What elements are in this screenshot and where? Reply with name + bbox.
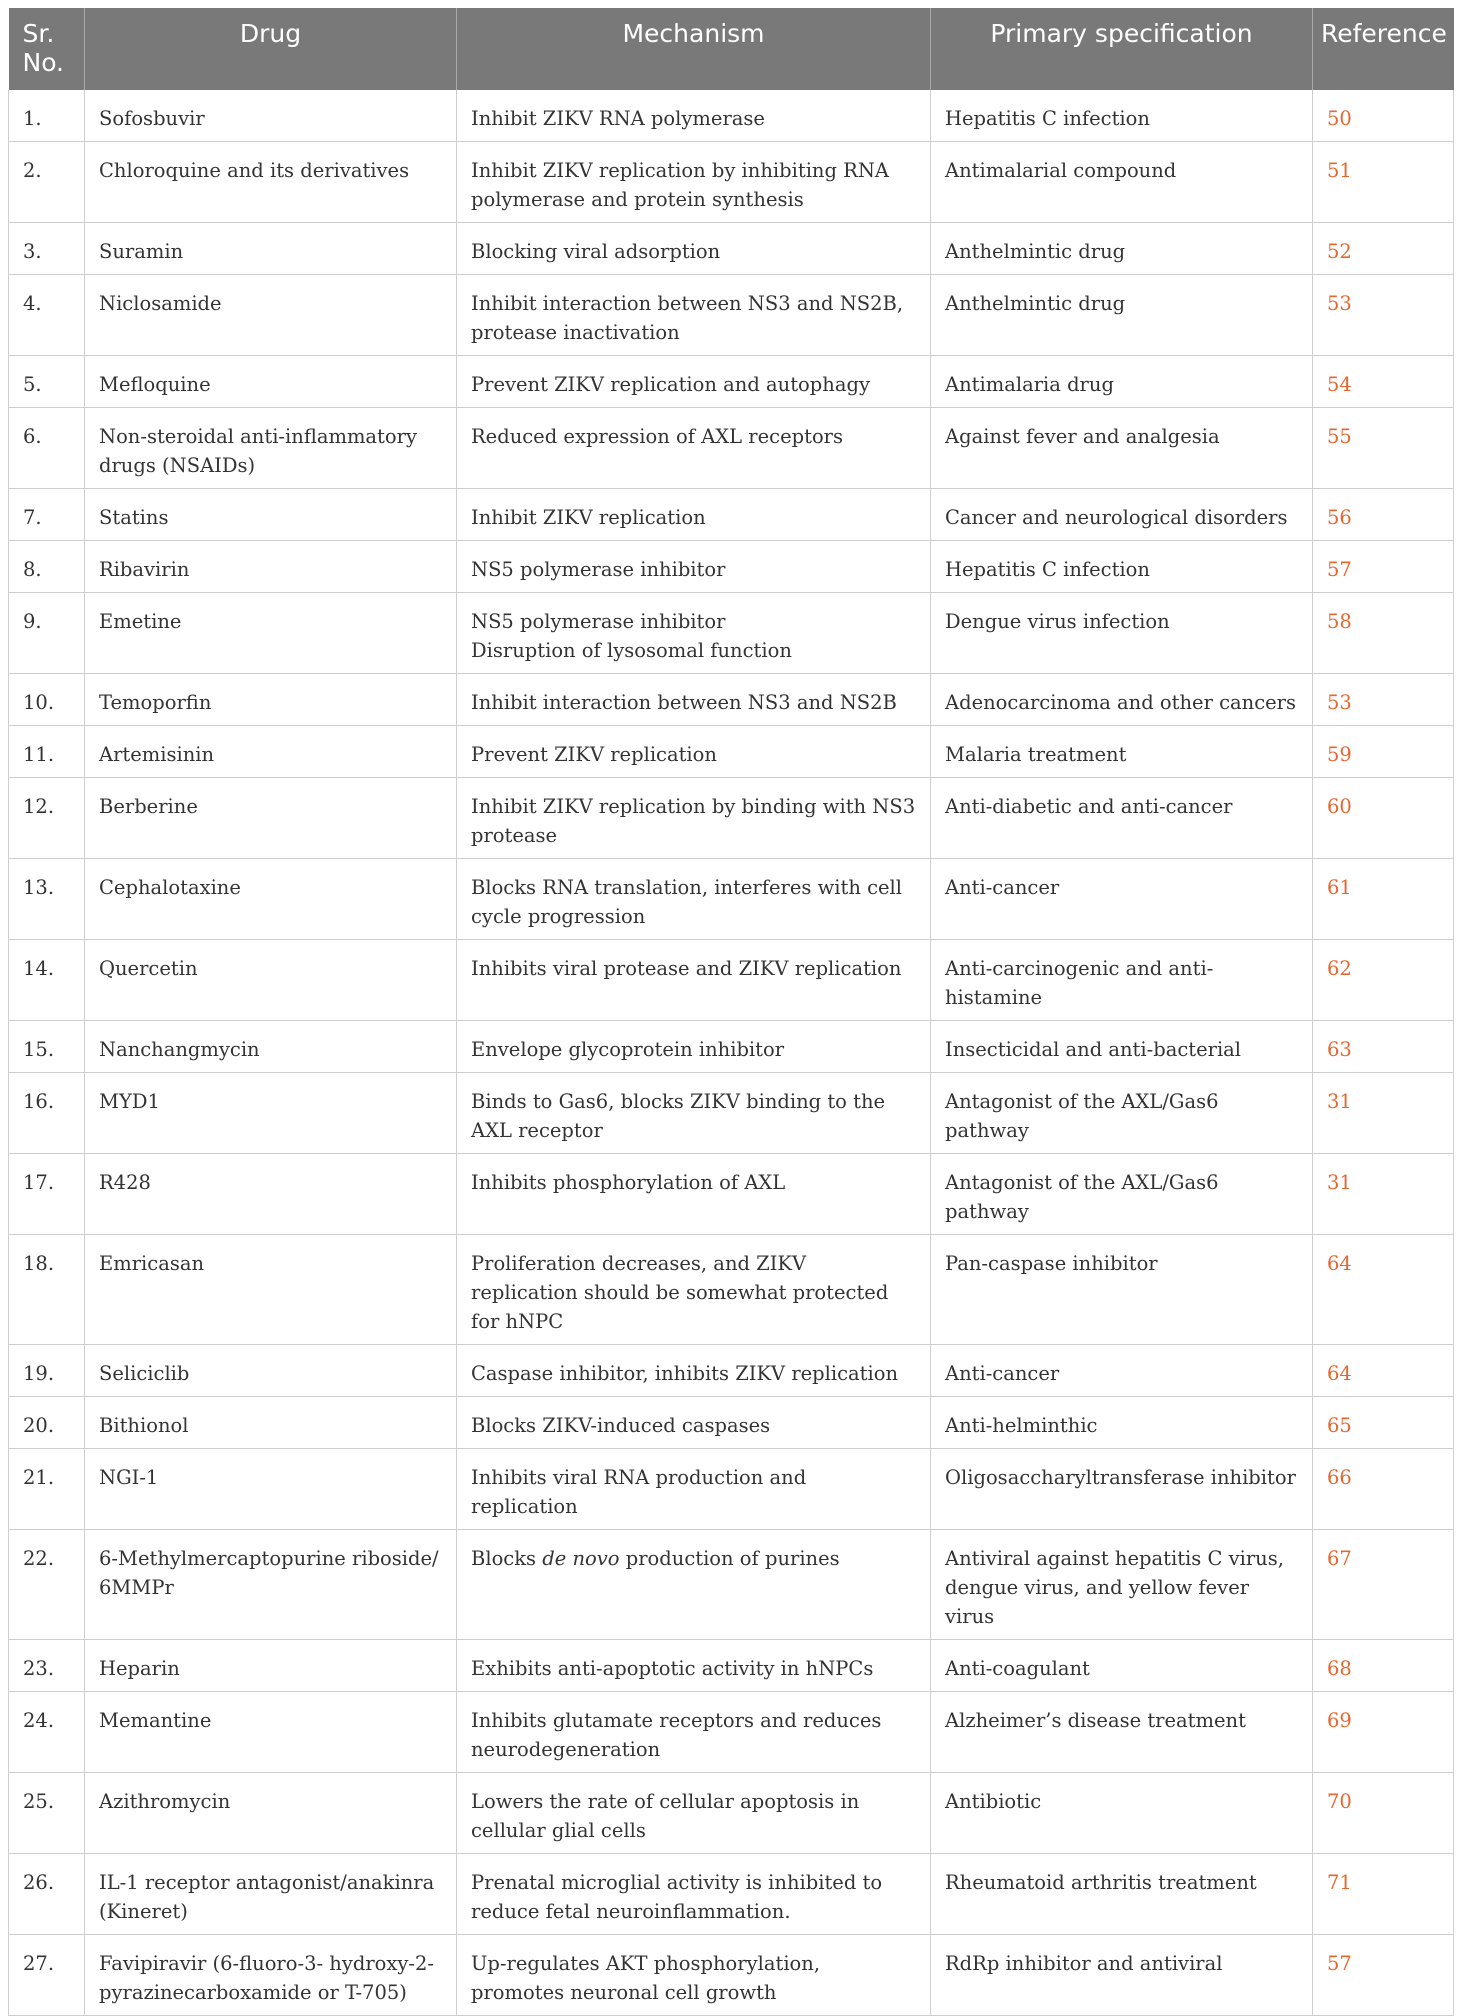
table-row <box>9 1021 1454 1073</box>
table-row <box>9 593 1454 674</box>
cell-mechanism: Blocks RNA translation, interferes with cell cycle progression <box>457 859 931 940</box>
reference-link[interactable]: 64 <box>1313 1235 1454 1345</box>
cell-drug: Memantine <box>85 1692 457 1773</box>
cell-primary-specification: Anti-cancer <box>931 859 1313 940</box>
reference-link[interactable]: 59 <box>1313 726 1454 778</box>
mechanism-italic-text: de novo <box>542 1547 620 1570</box>
cell-drug: Ribavirin <box>85 541 457 593</box>
cell-drug: Mefloquine <box>85 356 457 408</box>
cell-sr-no: 15. <box>9 1021 85 1073</box>
column-header-reference: Reference <box>1313 8 1454 90</box>
reference-link[interactable]: 53 <box>1313 674 1454 726</box>
cell-sr-no: 25. <box>9 1773 85 1854</box>
cell-primary-specification: Antibiotic <box>931 1773 1313 1854</box>
cell-sr-no: 22. <box>9 1530 85 1640</box>
table-row <box>9 1345 1454 1397</box>
cell-mechanism: Reduced expression of AXL receptors <box>457 408 931 489</box>
cell-drug: NGI-1 <box>85 1449 457 1530</box>
cell-primary-specification: Hepatitis C infection <box>931 541 1313 593</box>
cell-drug: Suramin <box>85 223 457 275</box>
table-row <box>9 1154 1454 1235</box>
cell-mechanism: Caspase inhibitor, inhibits ZIKV replication <box>457 1345 931 1397</box>
cell-mechanism: Exhibits anti-apoptotic activity in hNPCs <box>457 1640 931 1692</box>
reference-link[interactable]: 54 <box>1313 356 1454 408</box>
cell-drug: Emetine <box>85 593 457 674</box>
reference-link[interactable]: 58 <box>1313 593 1454 674</box>
cell-primary-specification: Adenocarcinoma and other cancers <box>931 674 1313 726</box>
cell-primary-specification: Anti-cancer <box>931 1345 1313 1397</box>
cell-primary-specification: Anthelmintic drug <box>931 275 1313 356</box>
cell-primary-specification: Anti-carcinogenic and anti-histamine <box>931 940 1313 1021</box>
cell-primary-specification: RdRp inhibitor and antiviral <box>931 1935 1313 2016</box>
cell-sr-no: 10. <box>9 674 85 726</box>
cell-mechanism: Inhibit interaction between NS3 and NS2B <box>457 674 931 726</box>
cell-drug: Favipiravir (6-fluoro-3- hydroxy-2-pyrazinecarboxamide or T-705) <box>85 1935 457 2016</box>
mechanism-text: Blocks <box>471 1547 543 1570</box>
cell-primary-specification: Anthelmintic drug <box>931 223 1313 275</box>
table-row <box>9 1530 1454 1640</box>
table-row <box>9 1773 1454 1854</box>
cell-drug: Seliciclib <box>85 1345 457 1397</box>
table-row <box>9 940 1454 1021</box>
table-row <box>9 223 1454 275</box>
mechanism-text: production of purines <box>619 1547 840 1570</box>
reference-link[interactable]: 61 <box>1313 859 1454 940</box>
reference-link[interactable]: 57 <box>1313 541 1454 593</box>
cell-drug: 6-Methylmercaptopurine riboside/ 6MMPr <box>85 1530 457 1640</box>
cell-primary-specification: Anti-helminthic <box>931 1397 1313 1449</box>
cell-primary-specification: Against fever and analgesia <box>931 408 1313 489</box>
table-row <box>9 859 1454 940</box>
table-row <box>9 356 1454 408</box>
cell-drug: Azithromycin <box>85 1773 457 1854</box>
cell-sr-no: 4. <box>9 275 85 356</box>
table-row <box>9 1449 1454 1530</box>
reference-link[interactable]: 71 <box>1313 1854 1454 1935</box>
cell-sr-no: 12. <box>9 778 85 859</box>
cell-drug: Niclosamide <box>85 275 457 356</box>
cell-sr-no: 23. <box>9 1640 85 1692</box>
cell-sr-no: 19. <box>9 1345 85 1397</box>
reference-link[interactable]: 70 <box>1313 1773 1454 1854</box>
cell-mechanism: Inhibits viral protease and ZIKV replication <box>457 940 931 1021</box>
cell-primary-specification: Malaria treatment <box>931 726 1313 778</box>
cell-drug: MYD1 <box>85 1073 457 1154</box>
cell-primary-specification: Antiviral against hepatitis C virus, dengue virus, and yellow fever virus <box>931 1530 1313 1640</box>
reference-link[interactable]: 31 <box>1313 1073 1454 1154</box>
cell-mechanism: Proliferation decreases, and ZIKV replication should be somewhat protected for hNPC <box>457 1235 931 1345</box>
reference-link[interactable]: 62 <box>1313 940 1454 1021</box>
cell-mechanism: Inhibits glutamate receptors and reduces neurodegeneration <box>457 1692 931 1773</box>
mechanism-line: Disruption of lysosomal function <box>471 639 792 662</box>
cell-drug: Sofosbuvir <box>85 90 457 142</box>
column-header-drug: Drug <box>85 8 457 90</box>
cell-mechanism: Prenatal microglial activity is inhibited to reduce fetal neuroinflammation. <box>457 1854 931 1935</box>
reference-link[interactable]: 51 <box>1313 142 1454 223</box>
cell-mechanism <box>457 1530 931 1640</box>
cell-mechanism: Binds to Gas6, blocks ZIKV binding to the AXL receptor <box>457 1073 931 1154</box>
cell-primary-specification: Hepatitis C infection <box>931 90 1313 142</box>
table-row <box>9 1692 1454 1773</box>
cell-mechanism: Blocking viral adsorption <box>457 223 931 275</box>
cell-primary-specification: Oligosaccharyltransferase inhibitor <box>931 1449 1313 1530</box>
reference-link[interactable]: 50 <box>1313 90 1454 142</box>
cell-mechanism: Prevent ZIKV replication and autophagy <box>457 356 931 408</box>
cell-mechanism: Inhibit interaction between NS3 and NS2B, protease inactivation <box>457 275 931 356</box>
reference-link[interactable]: 60 <box>1313 778 1454 859</box>
reference-link[interactable]: 52 <box>1313 223 1454 275</box>
cell-sr-no: 20. <box>9 1397 85 1449</box>
reference-link[interactable]: 67 <box>1313 1530 1454 1640</box>
table-row <box>9 726 1454 778</box>
reference-link[interactable]: 64 <box>1313 1345 1454 1397</box>
cell-drug: Emricasan <box>85 1235 457 1345</box>
cell-mechanism: Blocks ZIKV-induced caspases <box>457 1397 931 1449</box>
table-row <box>9 142 1454 223</box>
cell-mechanism: Inhibits viral RNA production and replication <box>457 1449 931 1530</box>
cell-primary-specification: Pan-caspase inhibitor <box>931 1235 1313 1345</box>
cell-primary-specification: Anti-diabetic and anti-cancer <box>931 778 1313 859</box>
table-row <box>9 1073 1454 1154</box>
reference-link[interactable]: 65 <box>1313 1397 1454 1449</box>
cell-drug: Temoporfin <box>85 674 457 726</box>
cell-sr-no: 18. <box>9 1235 85 1345</box>
cell-primary-specification: Rheumatoid arthritis treatment <box>931 1854 1313 1935</box>
cell-sr-no: 14. <box>9 940 85 1021</box>
cell-mechanism: Inhibits phosphorylation of AXL <box>457 1154 931 1235</box>
table-row <box>9 1854 1454 1935</box>
cell-mechanism: Prevent ZIKV replication <box>457 726 931 778</box>
column-header-sr-no: Sr. No. <box>9 8 85 90</box>
cell-mechanism: Inhibit ZIKV replication <box>457 489 931 541</box>
cell-drug: Bithionol <box>85 1397 457 1449</box>
cell-primary-specification: Antimalaria drug <box>931 356 1313 408</box>
cell-primary-specification: Antagonist of the AXL/Gas6 pathway <box>931 1073 1313 1154</box>
cell-sr-no: 7. <box>9 489 85 541</box>
cell-sr-no: 11. <box>9 726 85 778</box>
cell-drug: Artemisinin <box>85 726 457 778</box>
cell-primary-specification: Dengue virus infection <box>931 593 1313 674</box>
cell-sr-no: 2. <box>9 142 85 223</box>
cell-sr-no: 16. <box>9 1073 85 1154</box>
reference-link[interactable]: 68 <box>1313 1640 1454 1692</box>
cell-drug: Non-steroidal anti-inflammatory drugs (NSAIDs) <box>85 408 457 489</box>
table-row <box>9 674 1454 726</box>
cell-sr-no: 9. <box>9 593 85 674</box>
cell-mechanism: Lowers the rate of cellular apoptosis in cellular glial cells <box>457 1773 931 1854</box>
cell-primary-specification: Antimalarial compound <box>931 142 1313 223</box>
reference-link[interactable]: 55 <box>1313 408 1454 489</box>
table-row <box>9 489 1454 541</box>
cell-sr-no: 5. <box>9 356 85 408</box>
mechanism-line: NS5 polymerase inhibitor <box>471 610 726 633</box>
reference-link[interactable]: 53 <box>1313 275 1454 356</box>
table-row <box>9 778 1454 859</box>
cell-sr-no: 8. <box>9 541 85 593</box>
cell-sr-no: 6. <box>9 408 85 489</box>
cell-mechanism: Inhibit ZIKV replication by binding with NS3 protease <box>457 778 931 859</box>
table-row <box>9 408 1454 489</box>
cell-mechanism: Inhibit ZIKV replication by inhibiting RNA polymerase and protein synthesis <box>457 142 931 223</box>
cell-primary-specification: Anti-coagulant <box>931 1640 1313 1692</box>
table-row <box>9 1935 1454 2016</box>
reference-link[interactable]: 57 <box>1313 1935 1454 2016</box>
drug-table <box>8 8 1454 2016</box>
reference-link[interactable]: 63 <box>1313 1021 1454 1073</box>
cell-primary-specification: Cancer and neurological disorders <box>931 489 1313 541</box>
table-row <box>9 1397 1454 1449</box>
cell-sr-no: 17. <box>9 1154 85 1235</box>
reference-link[interactable]: 69 <box>1313 1692 1454 1773</box>
cell-drug: Heparin <box>85 1640 457 1692</box>
cell-drug: IL-1 receptor antagonist/anakinra (Kineret) <box>85 1854 457 1935</box>
cell-drug: Statins <box>85 489 457 541</box>
table-row <box>9 1640 1454 1692</box>
reference-link[interactable]: 56 <box>1313 489 1454 541</box>
table-header-row <box>9 8 1454 90</box>
cell-drug: Berberine <box>85 778 457 859</box>
column-header-mechanism: Mechanism <box>457 8 931 90</box>
cell-primary-specification: Insecticidal and anti-bacterial <box>931 1021 1313 1073</box>
cell-sr-no: 24. <box>9 1692 85 1773</box>
cell-drug: Cephalotaxine <box>85 859 457 940</box>
cell-primary-specification: Alzheimer’s disease treatment <box>931 1692 1313 1773</box>
cell-drug: Quercetin <box>85 940 457 1021</box>
cell-mechanism: Inhibit ZIKV RNA polymerase <box>457 90 931 142</box>
table-row <box>9 1235 1454 1345</box>
cell-sr-no: 1. <box>9 90 85 142</box>
cell-drug: Chloroquine and its derivatives <box>85 142 457 223</box>
table-row <box>9 90 1454 142</box>
cell-primary-specification: Antagonist of the AXL/Gas6 pathway <box>931 1154 1313 1235</box>
reference-link[interactable]: 66 <box>1313 1449 1454 1530</box>
reference-link[interactable]: 31 <box>1313 1154 1454 1235</box>
table-row <box>9 541 1454 593</box>
cell-drug: Nanchangmycin <box>85 1021 457 1073</box>
cell-drug: R428 <box>85 1154 457 1235</box>
cell-sr-no: 26. <box>9 1854 85 1935</box>
cell-sr-no: 21. <box>9 1449 85 1530</box>
cell-mechanism: Up-regulates AKT phosphorylation, promotes neuronal cell growth <box>457 1935 931 2016</box>
table-row <box>9 275 1454 356</box>
cell-sr-no: 13. <box>9 859 85 940</box>
cell-sr-no: 3. <box>9 223 85 275</box>
column-header-primary-specification: Primary specification <box>931 8 1313 90</box>
cell-mechanism <box>457 593 931 674</box>
cell-mechanism: Envelope glycoprotein inhibitor <box>457 1021 931 1073</box>
cell-sr-no: 27. <box>9 1935 85 2016</box>
cell-mechanism: NS5 polymerase inhibitor <box>457 541 931 593</box>
